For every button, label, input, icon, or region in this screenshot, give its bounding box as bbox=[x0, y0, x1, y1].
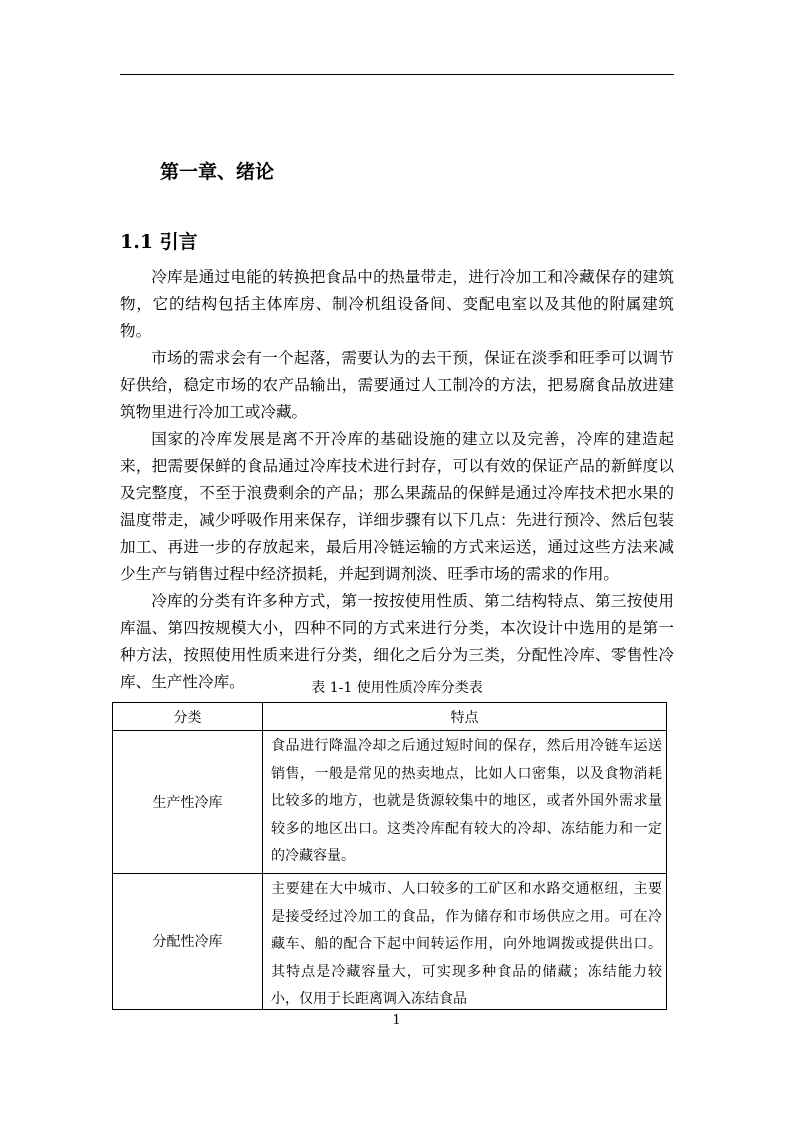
features-cell: 食品进行降温冷却之后通过短时间的保存，然后用冷链车运送销售，一般是常见的热卖地点，比如人口密集，以及食物消耗比较多的地方，也就是货源较集中的地区，或者外国外需求量较多的地区出口。这类冷库配有较大的冷却、冻结能力和一定的冷藏容量。 bbox=[263, 731, 667, 874]
table-header-row bbox=[113, 703, 667, 731]
page-number: 1 bbox=[392, 1013, 401, 1028]
category-cell: 分配性冷库 bbox=[113, 873, 263, 1009]
category-cell: 生产性冷库 bbox=[113, 731, 263, 874]
paragraph: 国家的冷库发展是离不开冷库的基础设施的建立以及完善，冷库的建造起来，把需要保鲜的食品通过冷库技术进行封存，可以有效的保证产品的新鲜度以及完整度，不至于浪费剩余的产品；那么果蔬品的保鲜是通过冷库技术把水果的温度带走，减少呼吸作用来保存，详细步骤有以下几点：先进行预冷、然后包装加工、再进一步的存放起来，最后用冷链运输的方式来运送，通过这些方法来减少生产与销售过程中经济损耗，并起到调剂淡、旺季市场的需求的作用。 bbox=[120, 430, 674, 583]
classification-table bbox=[112, 702, 667, 1010]
chapter-title: 第一章、绪论 bbox=[160, 161, 275, 183]
section-title: 1.1 引言 bbox=[120, 231, 198, 253]
header-rule bbox=[120, 74, 674, 75]
table-caption: 表 1-1 使用性质冷库分类表 bbox=[311, 680, 483, 696]
features-cell-text: 主要建在大中城市、人口较多的工矿区和水路交通枢纽，主要是接受经过冷加工的食品，作为储存和市场供应之用。可在冷藏车、船的配合下起中间转运作用，向外地调拨或提供出口。其特点是冷藏容量大，可实现多种食品的储藏；冻结能力较小，仅用于长距离调入冻结食品 bbox=[271, 880, 662, 1008]
paragraph: 冷库是通过电能的转换把食品中的热量带走，进行冷加工和冷藏保存的建筑物，它的结构包括主体库房、制冷机组设备间、变配电室以及其他的附属建筑物。 bbox=[120, 268, 674, 340]
table-row bbox=[113, 731, 667, 874]
paragraph: 冷库的分类有许多种方式，第一按按使用性质、第二结构特点、第三按使用库温、第四按规模大小，四种不同的方式来进行分类，本次设计中选用的是第一种方法，按照使用性质来进行分类，细化之后分为三类，分配性冷库、零售性冷库、生产性冷库。 bbox=[120, 592, 674, 691]
body-text bbox=[120, 264, 674, 696]
table-row bbox=[113, 873, 667, 1009]
column-header-category: 分类 bbox=[113, 703, 263, 731]
column-header-features: 特点 bbox=[263, 703, 667, 731]
features-cell bbox=[263, 873, 667, 1009]
paragraph: 市场的需求会有一个起落，需要认为的去干预，保证在淡季和旺季可以调节好供给，稳定市场的农产品输出，需要通过人工制冷的方法，把易腐食品放进建筑物里进行冷加工或冷藏。 bbox=[120, 349, 674, 421]
